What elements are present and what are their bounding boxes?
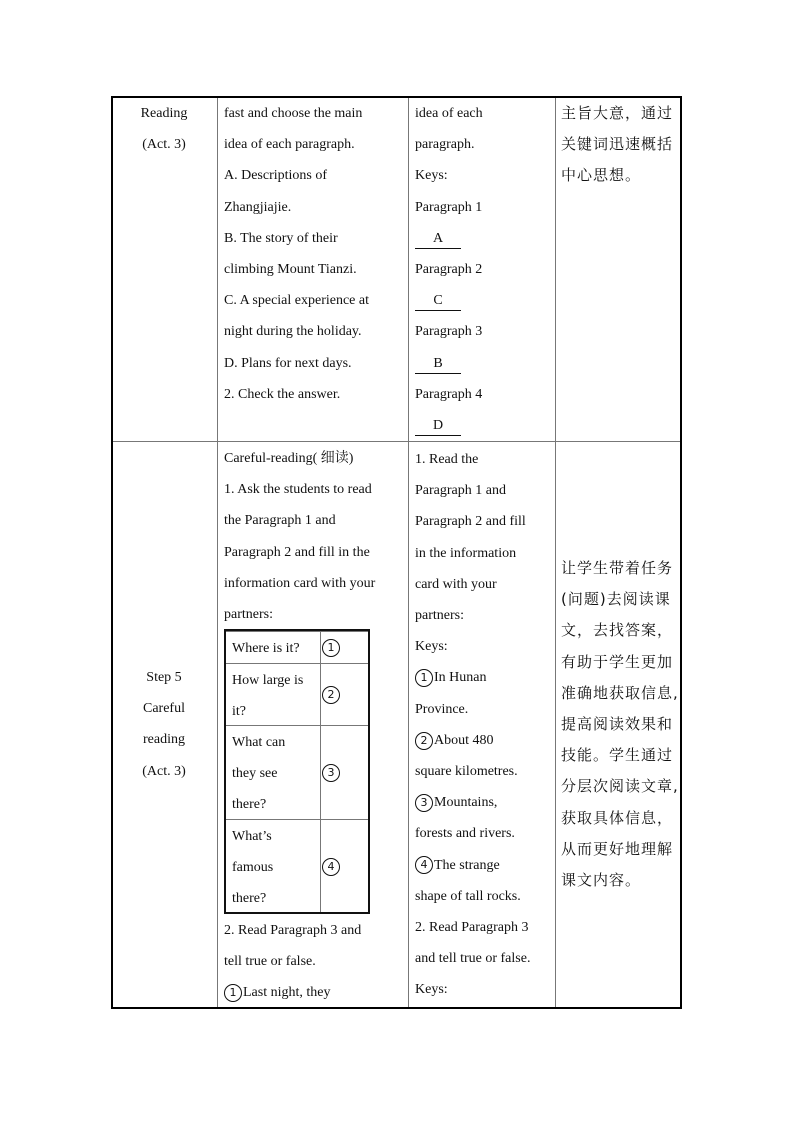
column-divider — [555, 98, 556, 1007]
text-line: 2. Read Paragraph 3 — [415, 920, 529, 936]
key-label: Paragraph 1 — [415, 199, 483, 215]
row2-teacher-activity-bottom — [224, 915, 404, 1009]
text-line: Keys: — [415, 168, 448, 184]
column-divider — [217, 98, 218, 1007]
key-text: The strange — [434, 857, 500, 873]
key-line — [415, 662, 551, 693]
row2-teacher-activity-top — [224, 443, 404, 630]
circled-number-marker: 3 — [415, 794, 433, 812]
text-line: climbing Mount Tianzi. — [224, 262, 357, 278]
row1-teacher-activity — [224, 98, 404, 410]
key-text: forests and rivers. — [415, 826, 515, 842]
stage-label: Careful — [143, 701, 185, 717]
info-question: How large is — [232, 673, 304, 688]
circled-number-marker: 1 — [322, 639, 340, 657]
text-line: 主旨大意，通过 — [561, 104, 674, 122]
key-answer: A — [415, 230, 461, 249]
circled-number-marker: 3 — [322, 764, 340, 782]
circled-number-marker: 4 — [415, 856, 433, 874]
circled-number-marker: 1 — [415, 669, 433, 687]
row2-student-activity — [415, 444, 551, 1006]
info-card-row — [226, 725, 368, 820]
info-question: they see — [232, 766, 278, 781]
column-divider — [408, 98, 409, 1007]
info-question: Where is it? — [232, 641, 300, 656]
text-line: 中心思想。 — [561, 166, 642, 185]
text-line: Paragraph 2 and fill — [415, 514, 526, 530]
information-card-table — [224, 629, 370, 914]
text-line: night during the holiday. — [224, 324, 362, 340]
text-line: the Paragraph 1 and — [224, 513, 336, 529]
stage-label: reading — [143, 732, 185, 748]
info-card-row — [226, 663, 368, 726]
text-line: fast and choose the main — [224, 106, 363, 121]
text-line: Paragraph 1 and — [415, 483, 506, 499]
text-line: 技能。学生通过 — [561, 746, 674, 765]
key-line — [415, 725, 551, 756]
text-line: 课文内容。 — [561, 871, 642, 890]
text-line: paragraph. — [415, 137, 475, 153]
info-question: famous — [232, 860, 274, 875]
text-line: Keys: — [415, 639, 448, 655]
text-line: A. Descriptions of — [224, 168, 328, 184]
text-line: information card with your — [224, 575, 376, 591]
text-line: 获取具体信息， — [561, 808, 674, 827]
text-line: partners: — [415, 608, 464, 624]
text-line: 1. Ask the students to read — [224, 482, 372, 498]
key-text: Province. — [415, 701, 469, 717]
info-question: What’s — [232, 829, 272, 844]
text-line: 文，去找答案， — [561, 621, 674, 640]
key-line — [415, 850, 551, 881]
info-question: there? — [232, 797, 267, 812]
circled-number-marker: 4 — [322, 858, 340, 876]
text-line: idea of each — [415, 106, 483, 121]
circled-number-marker: 1 — [224, 984, 242, 1002]
activity-label: (Act. 3) — [142, 763, 186, 779]
row1-design-intent — [561, 98, 679, 192]
row1-student-activity — [415, 98, 551, 441]
text-line: 2. Read Paragraph 3 and — [224, 923, 362, 938]
text-line: 让学生带着任务 — [561, 559, 674, 577]
text-line: idea of each paragraph. — [224, 137, 355, 153]
text-line: (问题)去阅读课 — [561, 590, 671, 609]
row-divider — [113, 441, 680, 442]
text-line: card with your — [415, 576, 497, 592]
key-text: square kilometres. — [415, 764, 518, 780]
info-question: there? — [232, 891, 267, 906]
key-answer: D — [415, 417, 461, 436]
statement-text: Last night, they — [243, 985, 331, 1001]
row1-stage-cell — [114, 98, 214, 160]
text-line: 从而更好地理解 — [561, 839, 674, 858]
key-label: Paragraph 3 — [415, 324, 483, 340]
key-line — [415, 787, 551, 818]
text-line: and tell true or false. — [415, 951, 531, 967]
key-text: In Hunan — [434, 670, 487, 686]
text-line: 分层次阅读文章, — [561, 777, 679, 796]
text-line: B. The story of their — [224, 230, 338, 246]
key-text: Mountains, — [434, 795, 498, 811]
info-card-row — [226, 819, 368, 913]
info-question: What can — [232, 735, 286, 750]
text-line: tell true or false. — [224, 954, 316, 970]
key-text: About 480 — [434, 732, 494, 748]
key-answer: C — [415, 292, 461, 311]
text-line: 2. Check the answer. — [224, 386, 341, 402]
text-line: 提高阅读效果和 — [561, 715, 674, 734]
row2-design-intent — [561, 553, 679, 896]
text-line: Paragraph 2 and fill in the — [224, 544, 370, 560]
circled-number-marker: 2 — [415, 732, 433, 750]
key-label: Paragraph 2 — [415, 262, 483, 278]
text-line: Keys: — [415, 982, 448, 998]
key-label: Paragraph 4 — [415, 386, 483, 402]
section-heading: Careful-reading( 细读) — [224, 451, 354, 466]
key-text: shape of tall rocks. — [415, 888, 521, 904]
activity-label: (Act. 3) — [142, 137, 186, 153]
text-line: 1. Read the — [415, 452, 479, 467]
text-line — [224, 977, 404, 1008]
text-line: D. Plans for next days. — [224, 355, 352, 371]
stage-label: Reading — [140, 106, 188, 121]
text-line: in the information — [415, 545, 517, 561]
stage-label: Step 5 — [146, 670, 182, 685]
key-answer: B — [415, 355, 461, 374]
text-line: 准确地获取信息, — [561, 683, 679, 702]
text-line: C. A special experience at — [224, 293, 369, 309]
info-card-row — [226, 631, 368, 664]
row2-stage-cell — [114, 662, 214, 787]
text-line: 关键词迅速概括 — [561, 135, 674, 154]
text-line: partners: — [224, 607, 273, 623]
text-line: 有助于学生更加 — [561, 652, 674, 671]
text-line: Zhangjiajie. — [224, 199, 292, 215]
circled-number-marker: 2 — [322, 686, 340, 704]
info-question: it? — [232, 704, 246, 719]
